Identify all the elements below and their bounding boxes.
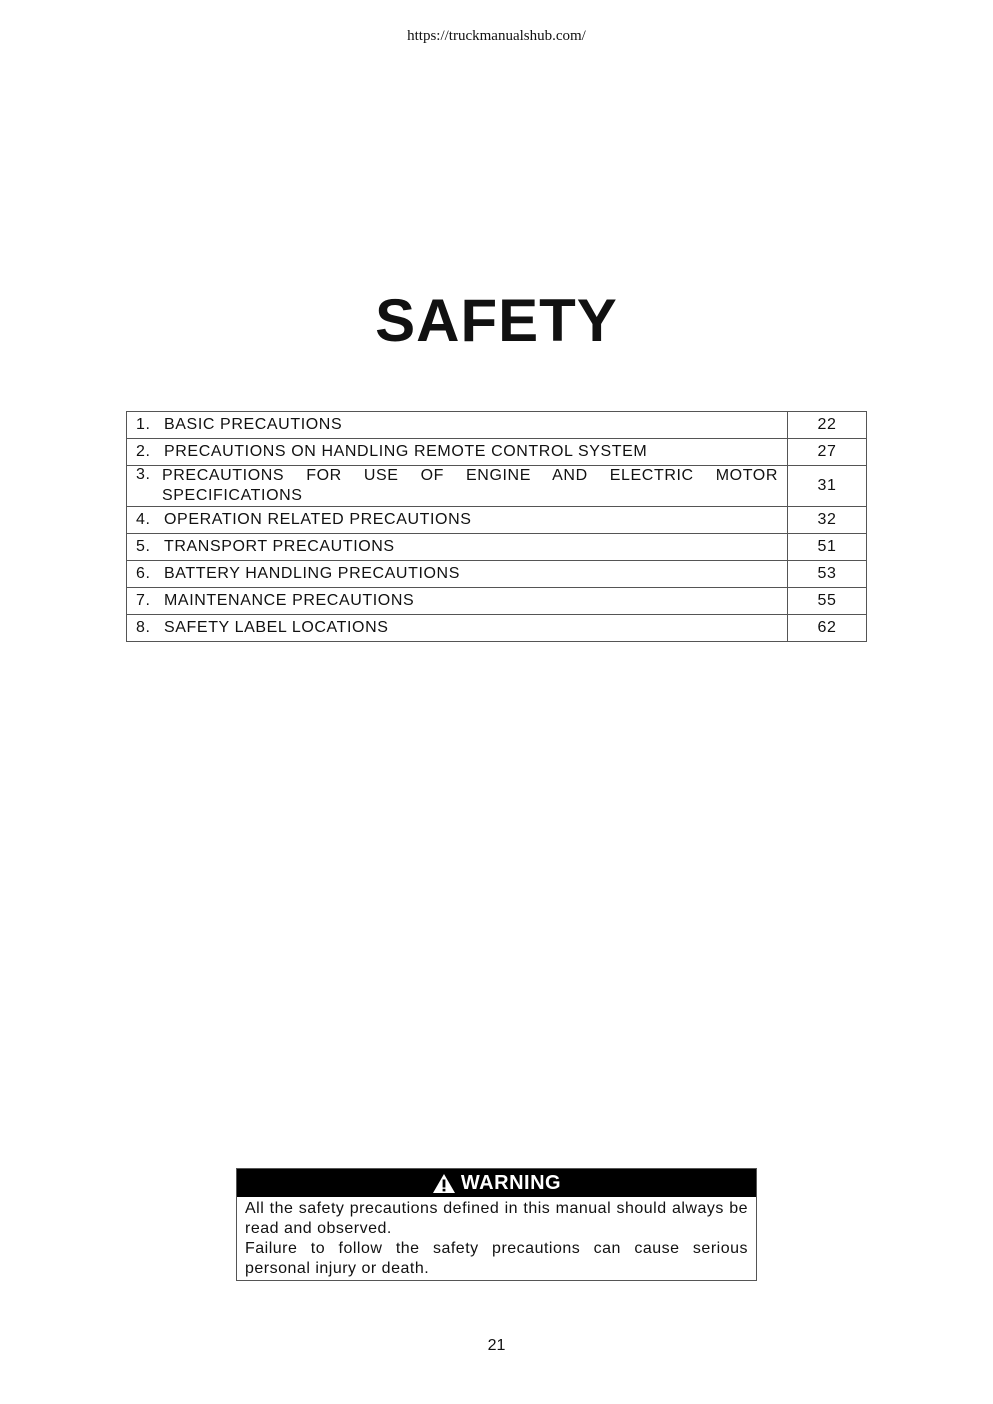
toc-page: 51 — [788, 534, 867, 561]
toc-index: 6. — [136, 565, 151, 582]
warning-body — [237, 1197, 756, 1280]
toc-label: SAFETY LABEL LOCATIONS — [164, 619, 389, 636]
toc-row[interactable] — [127, 439, 867, 466]
toc-entry — [127, 439, 788, 466]
toc-row[interactable] — [127, 466, 867, 507]
toc-index: 8. — [136, 619, 151, 636]
toc-page: 22 — [788, 412, 867, 439]
toc-entry — [127, 561, 788, 588]
warning-text: Failure to follow the safety precautions can cause serious personal injury or death. — [245, 1240, 748, 1277]
page-title: SAFETY — [375, 287, 618, 354]
toc-row[interactable] — [127, 507, 867, 534]
toc-entry — [127, 615, 788, 642]
warning-box — [236, 1168, 757, 1281]
toc-index: 5. — [136, 538, 151, 555]
toc-label: PRECAUTIONS ON HANDLING REMOTE CONTROL SYSTEM — [164, 443, 648, 460]
toc-label: BASIC PRECAUTIONS — [164, 416, 343, 433]
toc-entry — [127, 507, 788, 534]
page-number: 21 — [487, 1337, 506, 1354]
toc-page: 62 — [788, 615, 867, 642]
toc-label: MAINTENANCE PRECAUTIONS — [164, 592, 415, 609]
toc-entry — [127, 466, 788, 507]
toc-index: 7. — [136, 592, 151, 609]
toc-row[interactable] — [127, 534, 867, 561]
toc-index: 2. — [136, 443, 151, 460]
toc-row[interactable] — [127, 561, 867, 588]
toc-page: 55 — [788, 588, 867, 615]
toc-entry — [127, 534, 788, 561]
toc-index: 4. — [136, 511, 151, 528]
toc-entry — [127, 412, 788, 439]
table-of-contents — [126, 411, 867, 642]
warning-text: All the safety precautions defined in this manual should always be read and observed. — [245, 1200, 748, 1237]
toc-index: 1. — [136, 416, 151, 433]
toc-row[interactable] — [127, 615, 867, 642]
toc-page: 53 — [788, 561, 867, 588]
toc-row[interactable] — [127, 588, 867, 615]
header-url: https://truckmanualshub.com/ — [407, 28, 586, 44]
toc-page: 27 — [788, 439, 867, 466]
toc-page: 31 — [788, 466, 867, 507]
warning-heading: WARNING — [460, 1171, 562, 1194]
toc-entry — [127, 588, 788, 615]
toc-index: 3. — [136, 466, 151, 483]
warning-triangle-icon — [432, 1173, 456, 1194]
toc-label: OPERATION RELATED PRECAUTIONS — [164, 511, 472, 528]
toc-label: PRECAUTIONS FOR USE OF ENGINE AND ELECTRIC MOTOR SPECIFICATIONS — [162, 467, 778, 504]
toc-row[interactable] — [127, 412, 867, 439]
toc-page: 32 — [788, 507, 867, 534]
warning-header — [237, 1169, 756, 1197]
toc-label: TRANSPORT PRECAUTIONS — [164, 538, 395, 555]
toc-label: BATTERY HANDLING PRECAUTIONS — [164, 565, 460, 582]
